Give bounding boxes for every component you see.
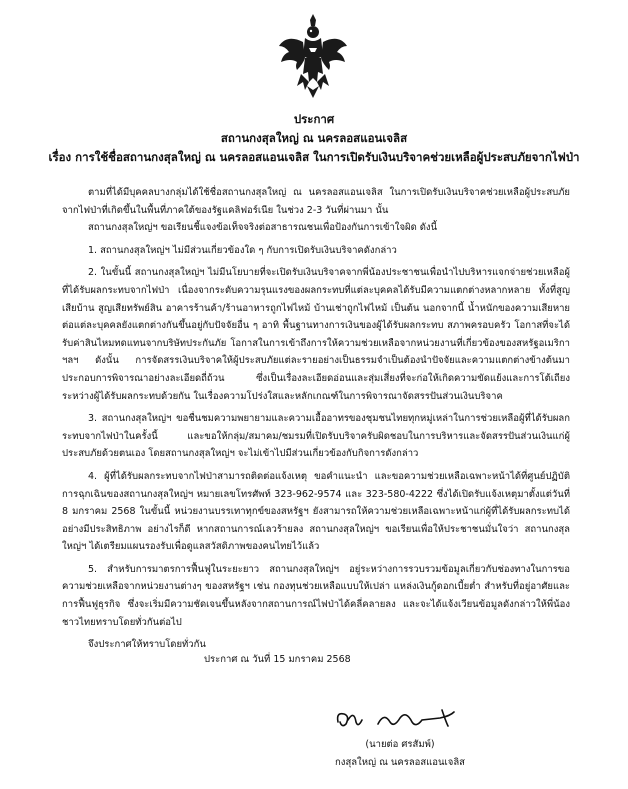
paragraph-item-3: 3. สถานกงสุลใหญ่ฯ ขอชื่นชมความพยายามและความเอื้ออาทรของชุมชนไทยทุกหมู่เหล่าในการช่วยเหลือผู้ที่ได้รับผลกระทบจากไฟป่าในครั้งนี้ และขอให้กลุ่ม/สมาคม/ชมรมที่เปิดรับบริจาครับผิดชอบในการบริหารและจัดสรรปันส่วนเงินแก่ผู้ประสบภัยด้วยตนเอง โดยสถานกงสุลใหญ่ฯ จะไม่เข้าไปมีส่วนเกี่ยวข้องกับกิจการดังกล่าว (62, 413, 570, 460)
announcement-date: ประกาศ ณ วันที่ 15 มกราคม 2568 (204, 654, 351, 665)
paragraph-item-2: 2. ในขั้นนี้ สถานกงสุลใหญ่ฯ ไม่มีนโยบายที่จะเปิดรับเงินบริจาคจากพี่น้องประชาชนเพื่อนำไปบริหารแจกจ่ายช่วยเหลือผู้ที่ได้รับผลกระทบจากไฟป่า เนื่องจากระดับความรุนแรงของผลกระทบที่แต่ละบุคคลได้รับมีความแตกต่างหลากหลาย ทั้งที่สูญเสียบ้าน สูญเสียทรัพย์สิน อาคารร้านค้า/ร้านอาหารถูกไฟไหม้ บ้านเช่าถูกไฟไหม้ เป็นต้น นอกจากนี้ น้ำหนักของความเสียหายต่อแต่ละบุคคลยังแตกต่างกันขึ้นอยู่กับปัจจัยอื่น ๆ อาทิ พื้นฐานทางการเงินของผู้ได้รับผลกระทบ สภาพครอบครัว โอกาสที่จะได้รับค่าสินไหมทดแทนจากบริษัทประกันภัย โอกาสในการเข้าถึงการให้ความช่วยเหลือจากหน่วยงานที่เกี่ยวข้องของสหรัฐอเมริกา ฯลฯ ดังนั้น การจัดสรรเงินบริจาคให้ผู้ประสบภัยแต่ละรายอย่างเป็นธรรมจำเป็นต้องนำปัจจัยและความแตกต่างข้างต้นมาประกอบการพิจารณาอย่างละเอียดถี่ถ้วน ซึ่งเป็นเรื่องละเอียดอ่อนและสุ่มเสี่ยงที่จะก่อให้เกิดความขัดแย้งและการโต้เถียงระหว่างผู้ได้รับผลกระทบด้วยกัน ในเรื่องความโปร่งใสและหลักเกณฑ์ในการพิจารณาจัดสรรปันส่วนเงินบริจาค (62, 267, 570, 402)
paragraph-item-5: 5. สำหรับการมาตรการฟื้นฟูในระยะยาว สถานกงสุลใหญ่ฯ อยู่ระหว่างการรวบรวมข้อมูลเกี่ยวกับช่องทางในการขอความช่วยเหลือจากหน่วยงานต่างๆ ของสหรัฐฯ เช่น กองทุนช่วยเหลือแบบให้เปล่า แหล่งเงินกู้ดอกเบี้ยต่ำ สำหรับที่อยู่อาศัยและการฟื้นฟูธุรกิจ ซึ่งจะเริ่มมีความชัดเจนขึ้นหลังจากสถานการณ์ไฟป่าได้คลี่คลายลง และจะได้แจ้งเวียนข้อมูลดังกล่าวให้พี่น้องชาวไทยทราบโดยทั่วกันต่อไป (62, 563, 570, 628)
paragraph-statement: สถานกงสุลใหญ่ฯ ขอเรียนชี้แจงข้อเท็จจริงต่อสาธารณชนเพื่อป้องกันการเข้าใจผิด ดังนี้ (88, 222, 438, 234)
announcement-body (62, 184, 570, 659)
paragraph-closing: จึงประกาศให้ทราบโดยทั่วกัน (88, 639, 206, 651)
signatory-position: กงสุลใหญ่ ณ นครลอสแอนเจลิส (335, 757, 465, 768)
handwritten-signature (330, 700, 480, 740)
paragraph-item-4: 4. ผู้ที่ได้รับผลกระทบจากไฟป่าสามารถติดต่อแจ้งเหตุ ขอคำแนะนำ และขอความช่วยเหลือเฉพาะหน้าได้ที่ศูนย์ปฏิบัติการฉุกเฉินของสถานกงสุลใหญ่ฯ หมายเลขโทรศัพท์ 323-962-9574 และ 323-580-4222 ซึ่งได้เปิดรับแจ้งเหตุมาตั้งแต่วันที่ 8 มกราคม 2568 ในขั้นนี้ หน่วยงานบรรเทาทุกข์ของสหรัฐฯ ยังสามารถให้ความช่วยเหลือเฉพาะหน้าแก่ผู้ที่ได้รับผลกระทบได้อย่างมีประสิทธิภาพ อย่างไรก็ดี หากสถานการณ์เลวร้ายลง สถานกงสุลใหญ่ฯ ขอเรียนเพื่อให้ประชาชนมั่นใจว่า สถานกงสุลใหญ่ฯ ได้เตรียมแผนรองรับเพื่อดูแลสวัสดิภาพของคนไทยไว้แล้ว (62, 470, 570, 553)
office-name: สถานกงสุลใหญ่ ณ นครลอสแอนเจลิส (220, 131, 408, 145)
announcement-title: ประกาศ (293, 112, 335, 126)
garuda-emblem-icon (275, 12, 351, 100)
paragraph-item-1: 1. สถานกงสุลใหญ่ฯ ไม่มีส่วนเกี่ยวข้องใด ๆ กับการเปิดรับเงินบริจาคดังกล่าว (88, 244, 397, 256)
signature-block (300, 736, 500, 772)
subject-line: เรื่อง การใช้ชื่อสถานกงสุลใหญ่ ณ นครลอสแอนเจลิส ในการเปิดรับเงินบริจาคช่วยเหลือผู้ประสบภัยจากไฟป่า (48, 150, 580, 164)
paragraph-intro: ตามที่ได้มีบุคคลบางกลุ่มได้ใช้ชื่อสถานกงสุลใหญ่ ณ นครลอสแอนเจลิส ในการเปิดรับเงินบริจาคช่วยเหลือผู้ประสบภัยจากไฟป่าที่เกิดขึ้นในพื้นที่ภาคใต้ของรัฐแคลิฟอร์เนีย ในช่วง 2-3 วันที่ผ่านมา นั้น (62, 187, 570, 216)
header (20, 110, 608, 167)
signatory-name: (นายต่อ ศรสัมพ์) (365, 739, 435, 750)
